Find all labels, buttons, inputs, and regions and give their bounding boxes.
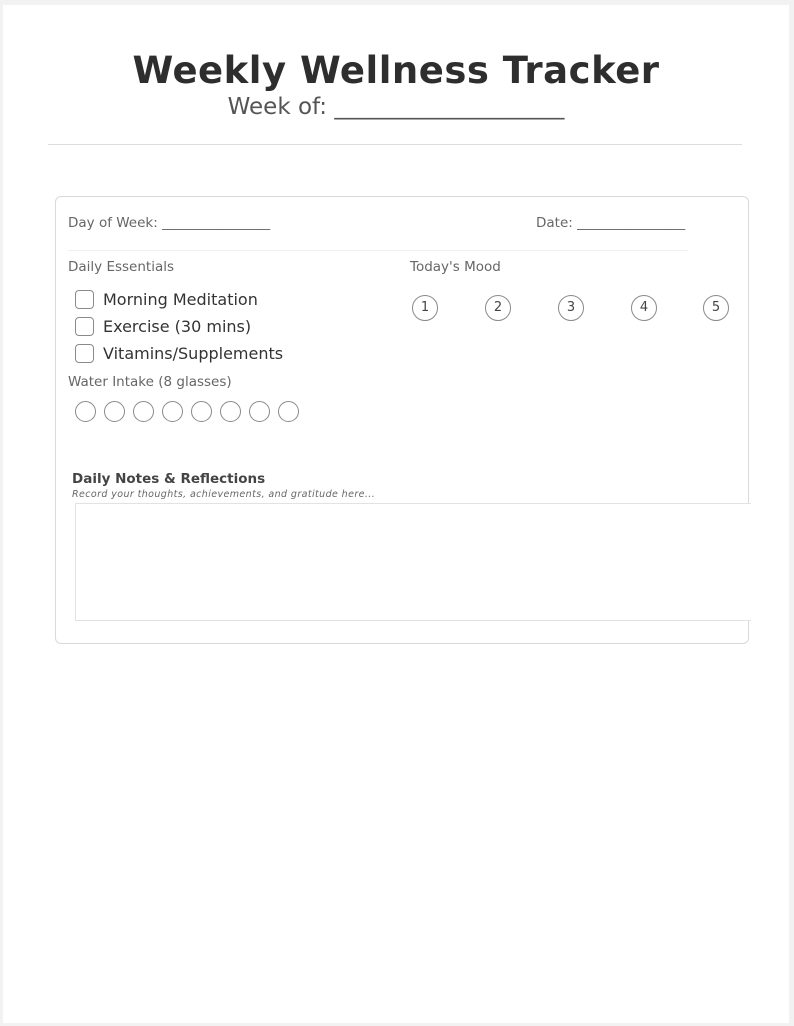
header-divider [48, 144, 742, 145]
water-glass-5[interactable] [191, 401, 212, 422]
mood-option-3[interactable]: 3 [558, 295, 584, 321]
mood-option-5[interactable]: 5 [703, 295, 729, 321]
water-glass-2[interactable] [104, 401, 125, 422]
week-of-field[interactable]: Week of: ____________________ [227, 94, 565, 120]
water-glasses-row [75, 401, 307, 422]
checklist-item-label: Vitamins/Supplements [103, 344, 284, 363]
essentials-checklist [75, 286, 283, 367]
water-glass-6[interactable] [220, 401, 241, 422]
exercise-checkbox[interactable] [75, 317, 94, 336]
checklist-item-label: Exercise (30 mins) [103, 317, 252, 336]
checklist-item-exercise[interactable] [75, 313, 283, 340]
day-card [55, 196, 749, 644]
day-of-week-field[interactable]: Day of Week: ________________ [68, 215, 271, 231]
notes-hint: Record your thoughts, achievements, and gratitude here... [72, 489, 376, 500]
water-glass-4[interactable] [162, 401, 183, 422]
notes-title: Daily Notes & Reflections [72, 471, 266, 487]
meditation-checkbox[interactable] [75, 290, 94, 309]
checklist-item-vitamins[interactable] [75, 340, 283, 367]
water-glass-8[interactable] [278, 401, 299, 422]
daily-essentials-label: Daily Essentials [68, 259, 175, 275]
mood-option-4[interactable]: 4 [631, 295, 657, 321]
mood-option-2[interactable]: 2 [485, 295, 511, 321]
tracker-page [3, 5, 789, 1023]
todays-mood-label: Today's Mood [410, 259, 501, 275]
date-field[interactable]: Date: ________________ [536, 215, 686, 231]
checklist-item-meditation[interactable] [75, 286, 283, 313]
mood-option-1[interactable]: 1 [412, 295, 438, 321]
card-divider [68, 250, 688, 251]
water-glass-3[interactable] [133, 401, 154, 422]
water-glass-7[interactable] [249, 401, 270, 422]
water-glass-1[interactable] [75, 401, 96, 422]
water-intake-label: Water Intake (8 glasses) [68, 374, 232, 390]
checklist-item-label: Morning Meditation [103, 290, 258, 309]
vitamins-checkbox[interactable] [75, 344, 94, 363]
notes-textarea[interactable] [75, 503, 751, 621]
page-title: Weekly Wellness Tracker [132, 49, 660, 92]
